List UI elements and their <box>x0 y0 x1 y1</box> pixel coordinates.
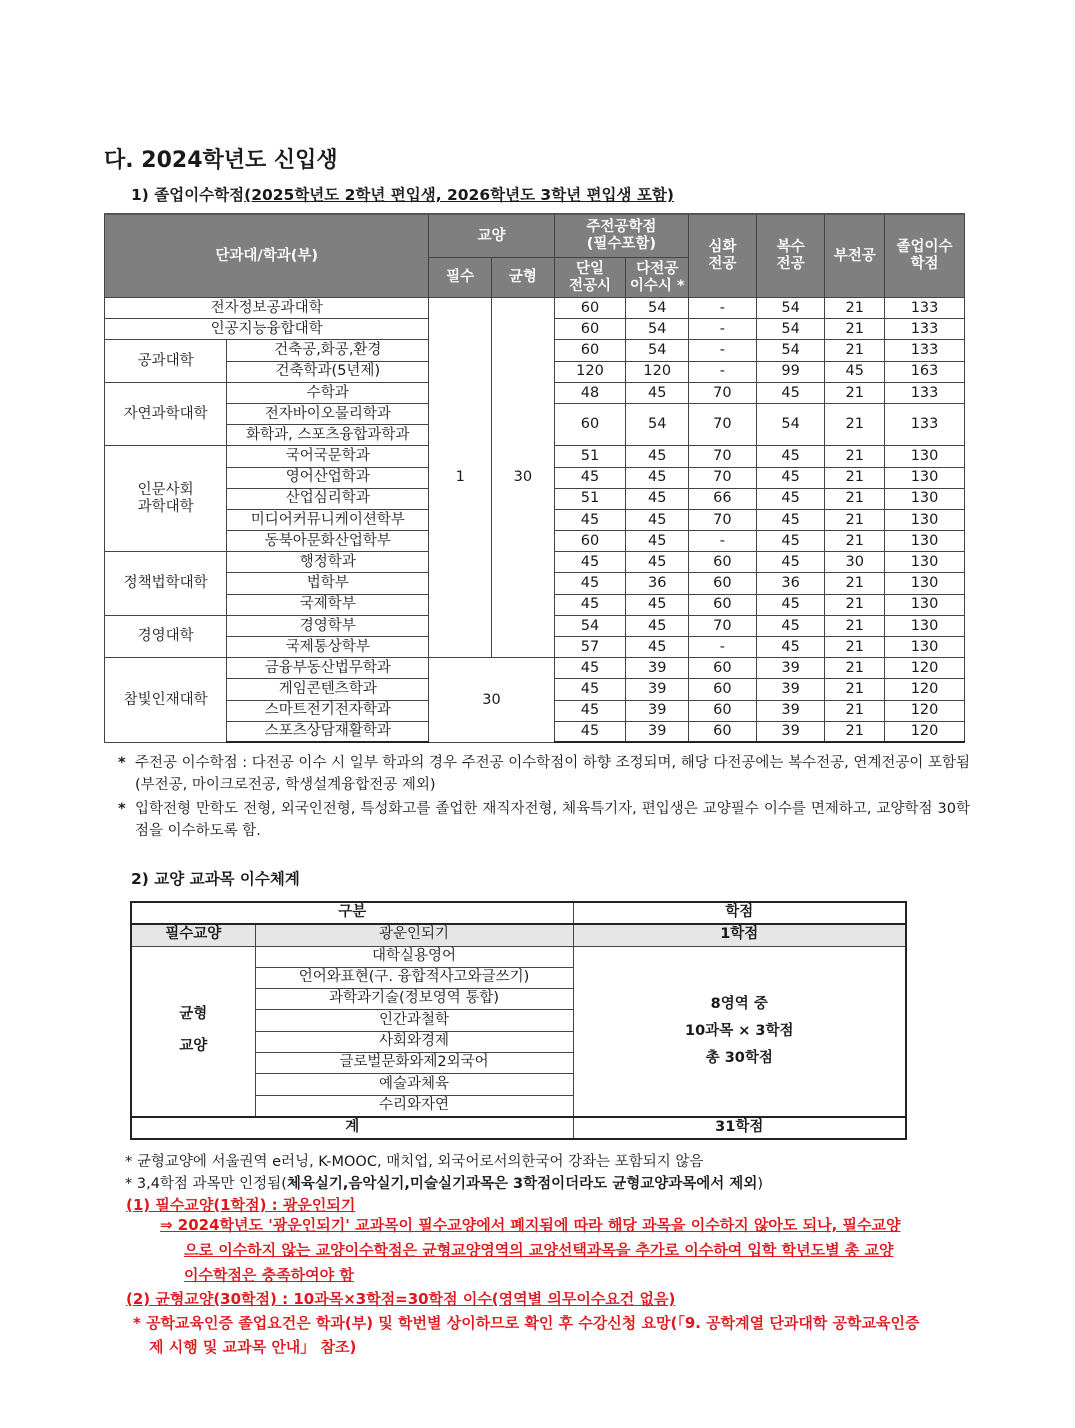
minor-credit: 21 <box>825 298 885 319</box>
double-credit: 45 <box>756 446 825 467</box>
balanced-course: 언어와표현(구. 융합적사고와글쓰기) <box>255 967 573 988</box>
red-abolished-notice: ⇒ 2024학년도 '광운인되기' 교과목이 필수교양에서 폐지됨에 따라 해당 과목을 이수하지 않아도 되나, 필수교양 으로 이수하지 않는 교양이수학점은 균형교양영역의 교양선택과목을 추가로 이수하여 입학 학년도별 총 교양 이수학점은 충족하여야 함 <box>160 1216 901 1284</box>
header-double: 복수 전공 <box>756 214 825 298</box>
grad-credit: 120 <box>885 700 965 721</box>
grad-credit: 120 <box>885 679 965 700</box>
grad-credit: 133 <box>885 319 965 340</box>
single-credit: 48 <box>554 382 626 403</box>
grad-credit: 130 <box>885 509 965 530</box>
minor-credit: 21 <box>825 594 885 615</box>
grad-credit: 130 <box>885 637 965 658</box>
table-row <box>105 658 965 679</box>
minor-credit: 21 <box>825 531 885 552</box>
single-credit: 45 <box>554 573 626 594</box>
minor-credit: 21 <box>825 721 885 742</box>
advanced-credit: - <box>689 319 757 340</box>
balanced-course: 글로벌문화와제2외국어 <box>255 1053 573 1074</box>
multi-credit: 39 <box>626 700 689 721</box>
dept-name: 국제통상학부 <box>227 637 429 658</box>
single-credit: 45 <box>554 552 626 573</box>
red-balanced-liberal: (2) 균형교양(30학점) : 10과목×3학점=30학점 이수(영역별 의무이수요건 없음) <box>126 1290 676 1308</box>
header-advanced: 심화 전공 <box>689 214 757 298</box>
double-credit: 39 <box>756 721 825 742</box>
single-credit: 45 <box>554 509 626 530</box>
double-credit: 45 <box>756 467 825 488</box>
multi-credit: 36 <box>626 573 689 594</box>
dept-name: 법학부 <box>227 573 429 594</box>
advanced-credit: 70 <box>689 467 757 488</box>
college-business: 경영대학 <box>105 615 227 657</box>
header-graduation: 졸업이수 학점 <box>885 214 965 298</box>
double-credit: 54 <box>756 403 825 445</box>
grad-credit: 163 <box>885 361 965 382</box>
double-credit: 39 <box>756 658 825 679</box>
single-credit: 45 <box>554 700 626 721</box>
double-credit: 54 <box>756 319 825 340</box>
minor-credit: 21 <box>825 637 885 658</box>
grad-credit: 120 <box>885 721 965 742</box>
minor-credit: 21 <box>825 700 885 721</box>
minor-credit: 21 <box>825 446 885 467</box>
dept-name: 건축공,화공,환경 <box>227 340 429 361</box>
balanced-course: 사회와경제 <box>255 1031 573 1052</box>
multi-credit: 45 <box>626 467 689 488</box>
dept-name: 동북아문화산업학부 <box>227 531 429 552</box>
note-admission-exemption: * 입학전형 만학도 전형, 외국인전형, 특성화고를 졸업한 재직자전형, 체육특기자, 편입생은 교양필수 이수를 면제하고, 교양학점 30학점을 이수하도록 함. <box>118 801 970 839</box>
grad-credit: 133 <box>885 382 965 403</box>
double-credit: 45 <box>756 615 825 636</box>
minor-credit: 21 <box>825 319 885 340</box>
liberal-balanced-value: 30 <box>492 298 555 658</box>
double-credit: 45 <box>756 382 825 403</box>
single-credit: 57 <box>554 637 626 658</box>
header-college: 단과대/학과(부) <box>105 214 429 298</box>
grad-credit: 130 <box>885 467 965 488</box>
grad-credit: 130 <box>885 573 965 594</box>
multi-credit: 120 <box>626 361 689 382</box>
double-credit: 54 <box>756 298 825 319</box>
header-major: 주전공학점 (필수포함) <box>554 214 688 258</box>
red-required-liberal: (1) 필수교양(1학점) : 광운인되기 <box>126 1196 356 1214</box>
double-credit: 36 <box>756 573 825 594</box>
minor-credit: 21 <box>825 509 885 530</box>
dept-name: 국어국문학과 <box>227 446 429 467</box>
total-label: 계 <box>131 1117 573 1139</box>
advanced-credit: 70 <box>689 403 757 445</box>
double-credit: 45 <box>756 531 825 552</box>
footnote-excluded-courses: * 균형교양에 서울권역 e러닝, K-MOOC, 매치업, 외국어로서의한국어 강좌는 포함되지 않음 <box>125 1154 704 1170</box>
grad-credit: 130 <box>885 488 965 509</box>
grad-credit: 133 <box>885 298 965 319</box>
minor-credit: 21 <box>825 488 885 509</box>
dept-name: 건축학과(5년제) <box>227 361 429 382</box>
single-credit: 51 <box>554 488 626 509</box>
college-engineering: 공과대학 <box>105 340 227 382</box>
grad-credit: 130 <box>885 531 965 552</box>
required-label: 필수교양 <box>131 924 255 946</box>
double-credit: 45 <box>756 594 825 615</box>
single-credit: 45 <box>554 467 626 488</box>
advanced-credit: 60 <box>689 552 757 573</box>
double-credit: 45 <box>756 488 825 509</box>
double-credit: 39 <box>756 679 825 700</box>
single-credit: 120 <box>554 361 626 382</box>
grad-credit: 133 <box>885 340 965 361</box>
advanced-credit: 70 <box>689 382 757 403</box>
balanced-course: 대학실용영어 <box>255 946 573 967</box>
note-major-credit: * 주전공 이수학점 : 다전공 이수 시 일부 학과의 경우 주전공 이수학점이 하향 조정되며, 해당 다전공에는 복수전공, 연계전공이 포함됨(부전공, 마이크로전공, 학생설계융합전공 제외) <box>118 755 970 793</box>
single-credit: 60 <box>554 340 626 361</box>
minor-credit: 21 <box>825 658 885 679</box>
advanced-credit: 60 <box>689 679 757 700</box>
double-credit: 54 <box>756 340 825 361</box>
advanced-credit: 66 <box>689 488 757 509</box>
balanced-course: 인간과철학 <box>255 1010 573 1031</box>
double-credit: 39 <box>756 700 825 721</box>
dept-name: 인공지능융합대학 <box>105 319 429 340</box>
multi-credit: 45 <box>626 615 689 636</box>
multi-credit: 54 <box>626 340 689 361</box>
advanced-credit: - <box>689 298 757 319</box>
minor-credit: 21 <box>825 403 885 445</box>
multi-credit: 45 <box>626 594 689 615</box>
minor-credit: 30 <box>825 552 885 573</box>
red-engineering-notice: * 공학교육인증 졸업요건은 학과(부) 및 학번별 상이하므로 확인 후 수강신청 요망(「9. 공학계열 단과대학 공학교육인증 제 시행 및 교과목 안내」 참조) <box>133 1314 920 1356</box>
dept-name: 게임콘텐츠학과 <box>227 679 429 700</box>
multi-credit: 45 <box>626 531 689 552</box>
total-credit: 31학점 <box>573 1117 906 1139</box>
advanced-credit: 60 <box>689 721 757 742</box>
table-row <box>105 298 965 319</box>
minor-credit: 45 <box>825 361 885 382</box>
multi-credit: 45 <box>626 509 689 530</box>
balanced-course: 예술과체육 <box>255 1074 573 1095</box>
single-credit: 60 <box>554 298 626 319</box>
advanced-credit: - <box>689 340 757 361</box>
single-credit: 45 <box>554 594 626 615</box>
balanced-course: 수리와자연 <box>255 1095 573 1117</box>
advanced-credit: - <box>689 637 757 658</box>
advanced-credit: - <box>689 531 757 552</box>
chambit-liberal-value: 30 <box>429 658 554 743</box>
double-credit: 45 <box>756 509 825 530</box>
grad-credit: 120 <box>885 658 965 679</box>
dept-name: 금융부동산법무학과 <box>227 658 429 679</box>
header-single-major: 단일 전공시 <box>554 258 626 298</box>
dept-name: 국제학부 <box>227 594 429 615</box>
college-chambit: 참빛인재대학 <box>105 658 227 743</box>
header-liberal-required: 필수 <box>429 258 492 298</box>
multi-credit: 45 <box>626 382 689 403</box>
dept-name: 수학과 <box>227 382 429 403</box>
multi-credit: 54 <box>626 298 689 319</box>
single-credit: 51 <box>554 446 626 467</box>
double-credit: 45 <box>756 552 825 573</box>
advanced-credit: 60 <box>689 658 757 679</box>
balanced-credit: 8영역 중 10과목 × 3학점 총 30학점 <box>573 946 906 1117</box>
multi-credit: 45 <box>626 637 689 658</box>
dept-name: 전자정보공과대학 <box>105 298 429 319</box>
advanced-credit: 60 <box>689 573 757 594</box>
header-liberal: 교양 <box>429 214 554 258</box>
minor-credit: 21 <box>825 467 885 488</box>
dept-name: 영어산업학과 <box>227 467 429 488</box>
dept-name: 스포츠상담재활학과 <box>227 721 429 742</box>
double-credit: 45 <box>756 637 825 658</box>
header-multi-major: 다전공 이수시 * <box>626 258 689 298</box>
advanced-credit: 60 <box>689 594 757 615</box>
header-category: 구분 <box>131 902 573 924</box>
advanced-credit: 70 <box>689 615 757 636</box>
advanced-credit: - <box>689 361 757 382</box>
dept-name: 스마트전기전자학과 <box>227 700 429 721</box>
college-natural-science: 자연과학대학 <box>105 382 227 446</box>
header-minor: 부전공 <box>825 214 885 298</box>
required-course: 광운인되기 <box>255 924 573 946</box>
dept-name: 화학과, 스포츠융합과학과 <box>227 425 429 446</box>
single-credit: 54 <box>554 615 626 636</box>
dept-name: 미디어커뮤니케이션학부 <box>227 509 429 530</box>
section-title: 다. 2024학년도 신입생 <box>104 148 338 173</box>
multi-credit: 54 <box>626 319 689 340</box>
subsection-1-prefix: 1) 졸업이수학점 <box>131 186 245 204</box>
liberal-required-value: 1 <box>429 298 492 658</box>
dept-name: 전자바이오물리학과 <box>227 403 429 424</box>
minor-credit: 21 <box>825 340 885 361</box>
single-credit: 60 <box>554 403 626 445</box>
required-credit: 1학점 <box>573 924 906 946</box>
grad-credit: 133 <box>885 403 965 445</box>
dept-name: 산업심리학과 <box>227 488 429 509</box>
balanced-course: 과학과기술(정보영역 통합) <box>255 989 573 1010</box>
single-credit: 60 <box>554 319 626 340</box>
subsection-1-title <box>131 183 674 205</box>
grad-credit: 130 <box>885 446 965 467</box>
minor-credit: 21 <box>825 573 885 594</box>
header-liberal-balanced: 균형 <box>492 258 555 298</box>
advanced-credit: 70 <box>689 446 757 467</box>
multi-credit: 45 <box>626 488 689 509</box>
subsection-2-title: 2) 교양 교과목 이수체계 <box>131 870 300 888</box>
minor-credit: 21 <box>825 382 885 403</box>
college-humanities: 인문사회 과학대학 <box>105 446 227 552</box>
dept-name: 경영학부 <box>227 615 429 636</box>
single-credit: 60 <box>554 531 626 552</box>
single-credit: 45 <box>554 658 626 679</box>
double-credit: 99 <box>756 361 825 382</box>
balanced-label: 균형 교양 <box>131 946 255 1117</box>
grad-credit: 130 <box>885 552 965 573</box>
advanced-credit: 60 <box>689 700 757 721</box>
advanced-credit: 70 <box>689 509 757 530</box>
graduation-credits-table <box>104 213 965 743</box>
multi-credit: 45 <box>626 446 689 467</box>
dept-name: 행정학과 <box>227 552 429 573</box>
college-policy-law: 정책법학대학 <box>105 552 227 616</box>
minor-credit: 21 <box>825 615 885 636</box>
multi-credit: 39 <box>626 679 689 700</box>
single-credit: 45 <box>554 721 626 742</box>
multi-credit: 39 <box>626 721 689 742</box>
single-credit: 45 <box>554 679 626 700</box>
multi-credit: 39 <box>626 658 689 679</box>
subsection-1-underlined: (2025학년도 2학년 편입생, 2026학년도 3학년 편입생 포함) <box>244 186 674 204</box>
footnote-credit-rule: * 3,4학점 과목만 인정됨(체육실기,음악실기,미술실기과목은 3학점이더라도 균형교양과목에서 제외) <box>125 1176 763 1192</box>
liberal-arts-table <box>130 901 907 1140</box>
multi-credit: 45 <box>626 552 689 573</box>
header-credit: 학점 <box>573 902 906 924</box>
minor-credit: 21 <box>825 679 885 700</box>
grad-credit: 130 <box>885 615 965 636</box>
multi-credit: 54 <box>626 403 689 445</box>
grad-credit: 130 <box>885 594 965 615</box>
